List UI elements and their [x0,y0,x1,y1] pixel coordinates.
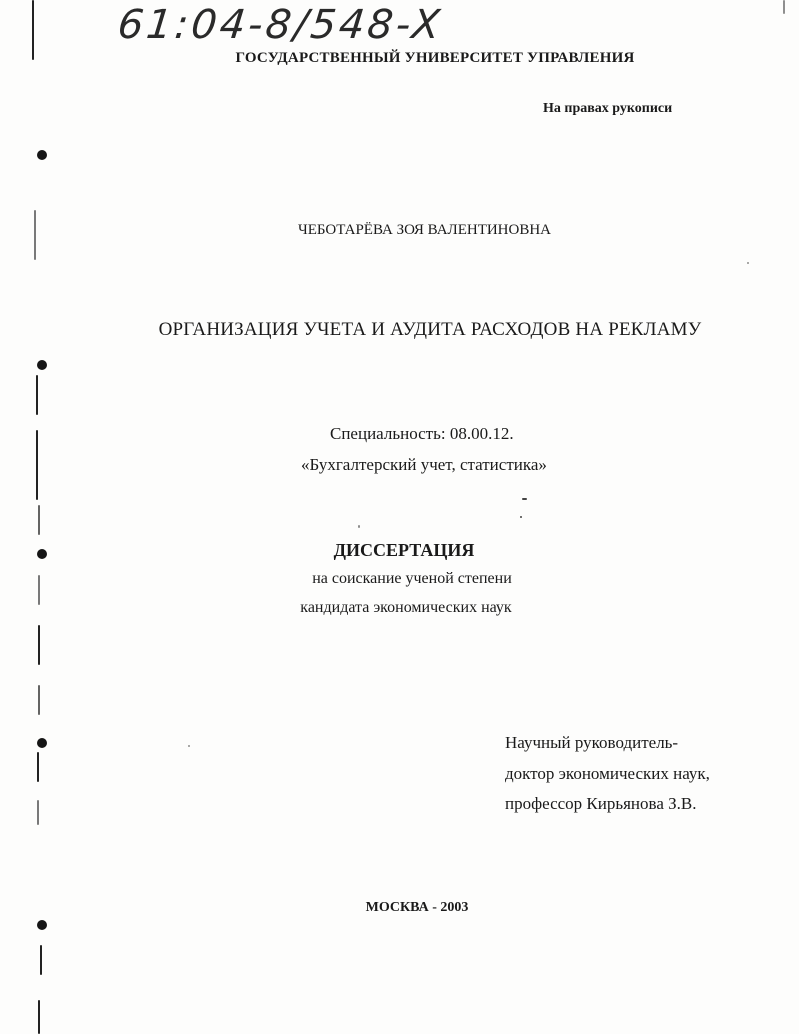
supervisor-name: профессор Кирьянова З.В. [505,794,697,813]
scan-edge-mark [38,685,40,715]
author-name: ЧЕБОТАРЁВА ЗОЯ ВАЛЕНТИНОВНА [297,222,552,238]
scan-speck [747,262,749,264]
work-type-heading: ДИССЕРТАЦИЯ [333,540,475,560]
manuscript-rights-note: На правах рукописи [543,101,673,116]
scan-speck [358,525,360,528]
scan-speck [522,498,527,500]
supervisor-degree: доктор экономических наук, [505,764,710,783]
scan-edge-mark [38,505,40,535]
scan-speck [520,516,522,518]
specialty-name: «Бухгалтерский учет, статистика» [301,455,547,474]
scan-edge-mark [38,1000,40,1034]
degree-line-2: кандидата экономических наук [300,599,512,616]
scan-edge-mark [37,752,39,782]
scan-edge-mark [37,800,39,825]
scan-edge-mark [38,625,40,665]
scan-speck [188,745,190,747]
binding-hole [37,150,47,160]
binding-hole [37,360,47,370]
scan-edge-mark [36,430,38,500]
degree-line-1: на соискание ученой степени [312,570,512,587]
binding-hole [37,920,47,930]
binding-hole [37,738,47,748]
scan-edge-mark [783,0,785,14]
university-name: ГОСУДАРСТВЕННЫЙ УНИВЕРСИТЕТ УПРАВЛЕНИЯ [235,50,635,66]
scan-edge-mark [40,945,42,975]
scan-edge-mark [36,375,38,415]
supervisor-role: Научный руководитель- [505,733,679,752]
specialty-code: Специальность: 08.00.12. [330,424,514,443]
city-year: МОСКВА - 2003 [365,900,469,915]
handwritten-catalog-code: 61:04-8/548-X [115,2,445,48]
dissertation-title: ОРГАНИЗАЦИЯ УЧЕТА И АУДИТА РАСХОДОВ НА РЕКЛАМУ [158,319,702,340]
